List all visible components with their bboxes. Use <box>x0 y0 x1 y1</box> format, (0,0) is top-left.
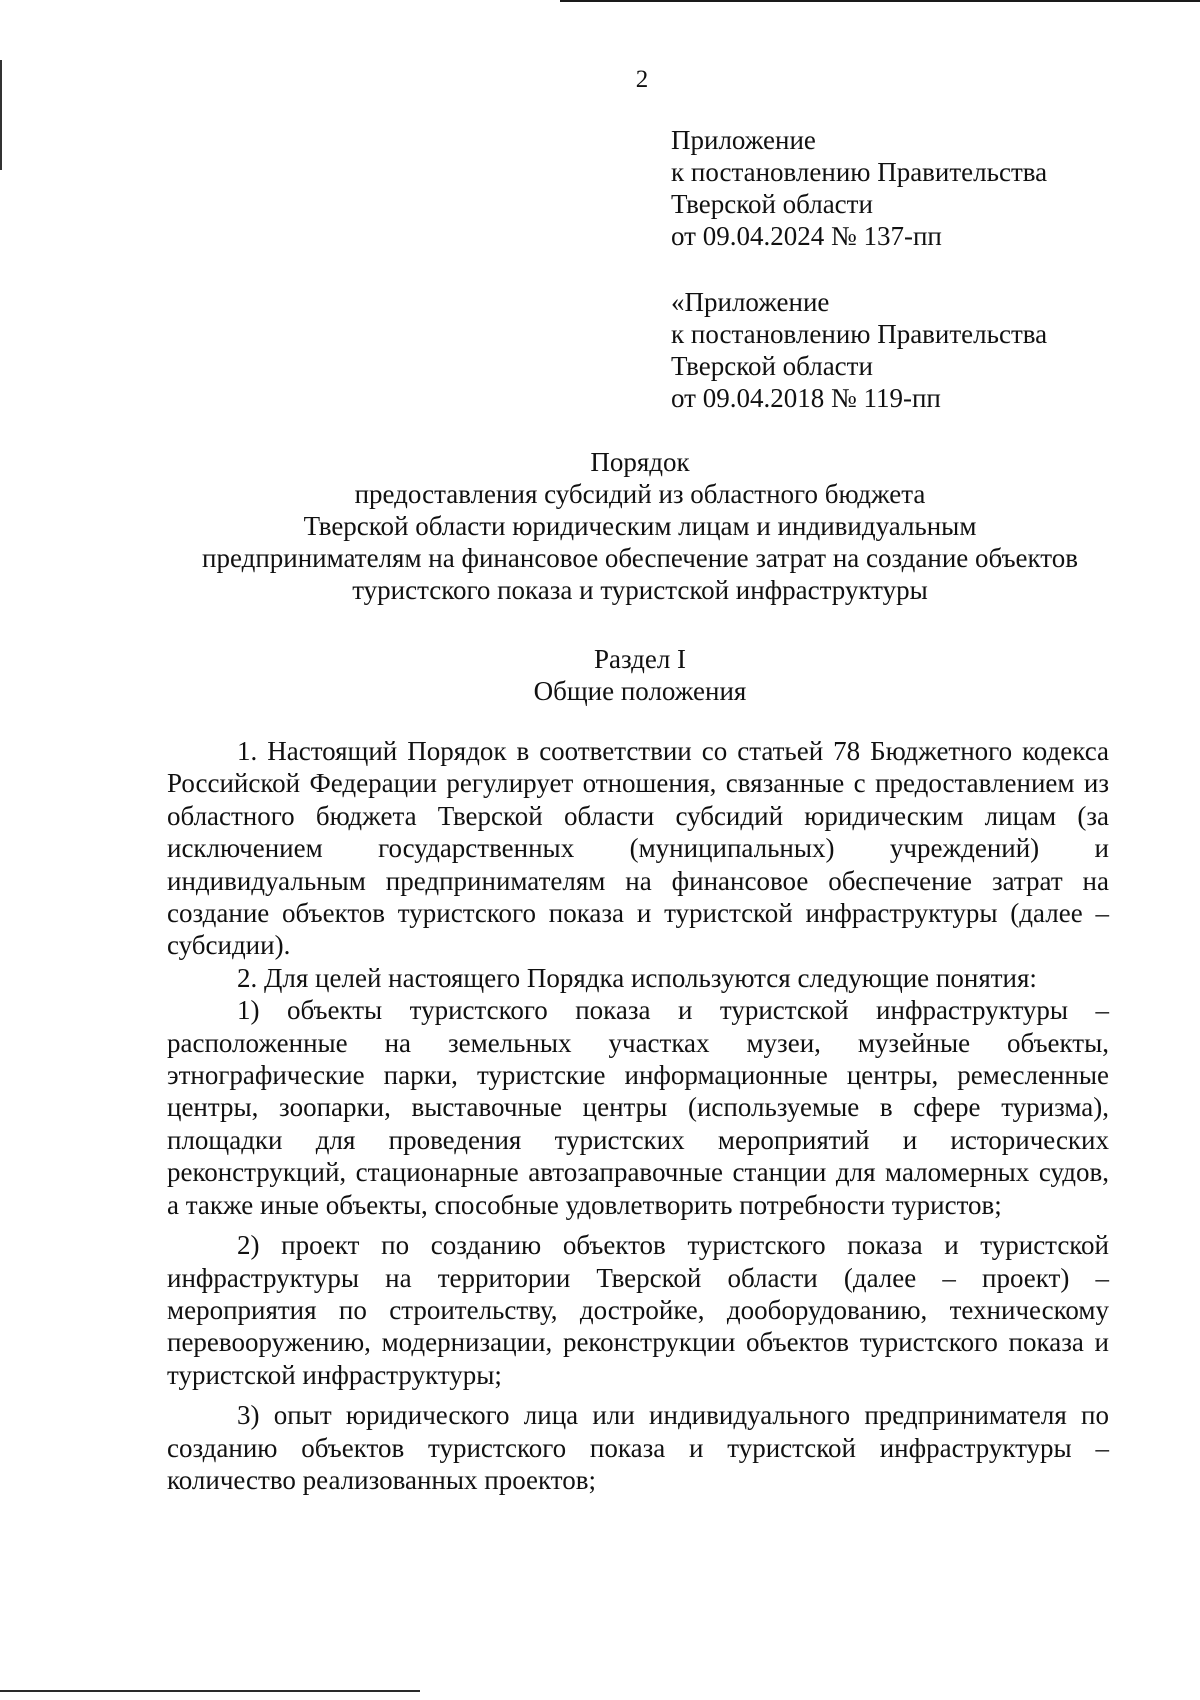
appendix-original-line: «Приложение <box>671 287 830 317</box>
paragraph: 2. Для целей настоящего Порядка используются следующие понятия: <box>237 962 1037 993</box>
paragraph: 3) опыт юридического лица или индивидуального предпринимателя по созданию объектов туристского показа и туристской инфраструктуры – количество реализованных проектов; <box>167 1400 1109 1495</box>
title-line: предпринимателям на финансовое обеспечение затрат на создание объектов <box>202 543 1078 573</box>
appendix-current-line: Приложение <box>671 125 816 155</box>
appendix-original-line: Тверской области <box>671 351 873 381</box>
paragraph: 1. Настоящий Порядок в соответствии со статьей 78 Бюджетного кодекса Российской Федерации регулирует отношения, связанные с предоставлением из областного бюджета Тверской области субсидий юридическим лицам (за исключением государственных (муниципальных) учреждений) и индивидуальным предпринимателям на финансовое обеспечение затрат на создание объектов туристского показа и туристской инфраструктуры (далее – субсидии). <box>167 736 1109 961</box>
document-body <box>167 735 1109 1496</box>
title-line: туристского показа и туристской инфраструктуры <box>352 575 928 605</box>
appendix-current-line: от 09.04.2024 № 137-пп <box>671 221 942 251</box>
scan-border-bottom <box>0 1690 420 1692</box>
section-name: Общие положения <box>533 676 747 706</box>
section-number: Раздел I <box>593 644 687 674</box>
appendix-original <box>671 286 1047 414</box>
page-number: 2 <box>635 66 649 93</box>
appendix-current <box>671 124 1047 252</box>
appendix-original-line: от 09.04.2018 № 119-пп <box>671 383 941 413</box>
title-line: предоставления субсидий из областного бюджета <box>354 479 926 509</box>
appendix-current-line: к постановлению Правительства <box>671 157 1048 187</box>
appendix-current-line: Тверской области <box>671 189 873 219</box>
section-heading <box>150 643 1130 707</box>
appendix-original-line: к постановлению Правительства <box>671 319 1048 349</box>
scan-border-top <box>560 0 1200 2</box>
paragraph: 1) объекты туристского показа и туристской инфраструктуры – расположенные на земельных участках музеи, музейные объекты, этнографические парки, туристские информационные центры, ремесленные центры, зоопарки, выставочные центры (используемые в сфере туризма), площадки для проведения туристских мероприятий и исторических реконструкций, стационарные автозаправочные станции для маломерных судов, а также иные объекты, способные удовлетворить потребности туристов; <box>167 995 1109 1220</box>
document-title <box>150 446 1130 606</box>
title-heading: Порядок <box>590 447 690 477</box>
paragraph: 2) проект по созданию объектов туристского показа и туристской инфраструктуры на территории Тверской области (далее – проект) – мероприятия по строительству, достройке, дооборудованию, техническому перевооружению, модернизации, реконструкции объектов туристского показа и туристской инфраструктуры; <box>167 1230 1109 1390</box>
title-line: Тверской области юридическим лицам и индивидуальным <box>303 511 977 541</box>
